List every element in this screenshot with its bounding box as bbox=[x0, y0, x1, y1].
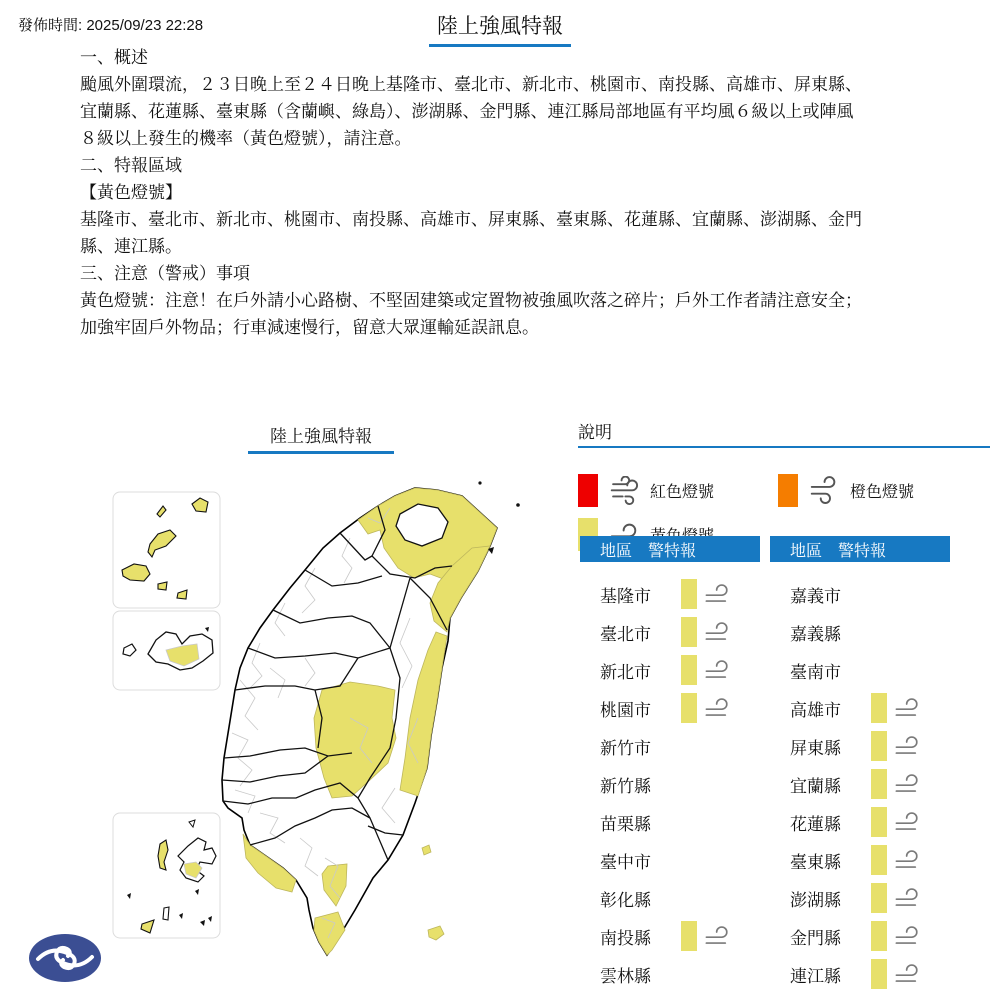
yellow-signal-bar bbox=[871, 883, 887, 913]
table-row bbox=[580, 689, 760, 727]
region-label: 新竹市 bbox=[600, 738, 651, 758]
region-label: 嘉義縣 bbox=[790, 624, 841, 644]
wind-light-icon bbox=[891, 733, 923, 759]
table-row bbox=[770, 917, 950, 955]
table-row bbox=[770, 803, 950, 841]
alert-signal bbox=[681, 693, 733, 723]
alert-signal bbox=[681, 655, 733, 685]
region-label: 屏東縣 bbox=[790, 738, 841, 758]
wind-light-icon bbox=[701, 581, 733, 607]
alert-signal bbox=[871, 883, 923, 913]
region-label: 臺中市 bbox=[600, 852, 651, 872]
publish-time: 發佈時間: 2025/09/23 22:28 bbox=[18, 17, 204, 34]
region-label: 金門縣 bbox=[790, 928, 841, 948]
table-header bbox=[770, 536, 950, 562]
table-row bbox=[770, 841, 950, 879]
legend-label-red: 紅色燈號 bbox=[650, 484, 715, 501]
alert-signal bbox=[871, 959, 923, 989]
wind-light-icon bbox=[701, 923, 733, 949]
alert-signal bbox=[871, 693, 923, 723]
taiwan-map bbox=[100, 418, 570, 1000]
alert-signal bbox=[681, 921, 733, 951]
table-row bbox=[580, 651, 760, 689]
table-row bbox=[580, 803, 760, 841]
yellow-signal-bar bbox=[681, 617, 697, 647]
column-region: 地區 bbox=[790, 542, 823, 560]
section-heading: 三、注意（警戒）事項 bbox=[80, 264, 250, 283]
table-row bbox=[770, 613, 950, 651]
region-label: 臺東縣 bbox=[790, 852, 841, 872]
region-label: 連江縣 bbox=[790, 966, 841, 986]
yellow-signal-bar bbox=[871, 921, 887, 951]
wind-light-icon bbox=[701, 657, 733, 683]
region-label: 雲林縣 bbox=[600, 966, 651, 986]
table-row bbox=[580, 841, 760, 879]
table-row bbox=[770, 727, 950, 765]
text-line: 宜蘭縣、花蓮縣、臺東縣（含蘭嶼、綠島）、澎湖縣、金門縣、連江縣局部地區有平均風６級以上或陣風 bbox=[80, 102, 854, 121]
yellow-signal-bar bbox=[681, 921, 697, 951]
table-row bbox=[580, 879, 760, 917]
wind-light-icon bbox=[701, 619, 733, 645]
table-row bbox=[770, 689, 950, 727]
table-row bbox=[580, 765, 760, 803]
orange-swatch bbox=[778, 474, 798, 507]
section-heading: 一、概述 bbox=[80, 48, 148, 67]
wind-light-icon bbox=[891, 809, 923, 835]
yellow-signal-bar bbox=[681, 693, 697, 723]
table-row bbox=[580, 575, 760, 613]
text-line: 基隆市、臺北市、新北市、桃園市、南投縣、高雄市、屏東縣、臺東縣、花蓮縣、宜蘭縣、澎湖縣、金門 bbox=[80, 210, 862, 229]
column-alert: 警特報 bbox=[838, 542, 887, 560]
red-swatch bbox=[578, 474, 598, 507]
yellow-signal-bar bbox=[681, 579, 697, 609]
alert-signal bbox=[681, 617, 733, 647]
region-label: 基隆市 bbox=[600, 586, 651, 606]
region-label: 澎湖縣 bbox=[790, 890, 841, 910]
map-title: 陸上強風特報 bbox=[248, 422, 394, 454]
text-line: 颱風外圍環流，２３日晚上至２４日晚上基隆市、臺北市、新北市、桃園市、南投縣、高雄市、屏東縣、 bbox=[80, 75, 862, 94]
wind-light-icon bbox=[891, 923, 923, 949]
table-row bbox=[770, 765, 950, 803]
legend-item-orange bbox=[778, 474, 914, 507]
wind-light-icon bbox=[891, 961, 923, 987]
region-label: 高雄市 bbox=[790, 700, 841, 720]
alert-signal bbox=[871, 731, 923, 761]
text-line: 【黃色燈號】 bbox=[80, 183, 182, 202]
legend bbox=[578, 418, 990, 538]
page-title-text: 陸上強風特報 bbox=[429, 10, 571, 47]
wind-light-icon bbox=[701, 695, 733, 721]
yellow-signal-bar bbox=[871, 807, 887, 837]
table-row bbox=[770, 651, 950, 689]
page-title bbox=[0, 10, 1000, 47]
region-label: 嘉義市 bbox=[790, 586, 841, 606]
table-row bbox=[580, 917, 760, 955]
yellow-signal-bar bbox=[871, 693, 887, 723]
text-line: 黃色燈號：注意！在戶外請小心路樹、不堅固建築或定置物被強風吹落之碎片；戶外工作者請注意安全； bbox=[80, 291, 862, 310]
region-label: 新北市 bbox=[600, 662, 651, 682]
alert-signal bbox=[871, 921, 923, 951]
advisory-text bbox=[80, 44, 925, 341]
table-header bbox=[580, 536, 760, 562]
yellow-signal-bar bbox=[871, 769, 887, 799]
text-line: 縣、連江縣。 bbox=[80, 237, 182, 256]
region-label: 臺南市 bbox=[790, 662, 841, 682]
table-row bbox=[770, 575, 950, 613]
alert-signal bbox=[871, 807, 923, 837]
wind-light-icon bbox=[891, 885, 923, 911]
region-label: 臺北市 bbox=[600, 624, 651, 644]
table-row bbox=[580, 613, 760, 651]
alert-signal bbox=[871, 769, 923, 799]
wind-light-icon bbox=[891, 771, 923, 797]
wind-advisory-map bbox=[100, 418, 570, 1000]
alert-signal bbox=[871, 845, 923, 875]
region-label: 桃園市 bbox=[600, 700, 651, 720]
region-label: 南投縣 bbox=[600, 928, 651, 948]
alert-signal bbox=[681, 579, 733, 609]
wind-strong-icon bbox=[606, 476, 642, 506]
yellow-signal-bar bbox=[681, 655, 697, 685]
text-line: 加強牢固戶外物品；行車減速慢行，留意大眾運輸延誤訊息。 bbox=[80, 318, 539, 337]
table-row bbox=[770, 955, 950, 993]
yellow-signal-bar bbox=[871, 845, 887, 875]
table-row bbox=[580, 955, 760, 993]
table-row bbox=[770, 879, 950, 917]
section-heading: 二、特報區域 bbox=[80, 156, 182, 175]
text-line: ８級以上發生的機率（黃色燈號），請注意。 bbox=[80, 129, 412, 148]
region-label: 新竹縣 bbox=[600, 776, 651, 796]
wind-light-icon bbox=[891, 847, 923, 873]
legend-item-red bbox=[578, 474, 714, 507]
legend-label-orange: 橙色燈號 bbox=[850, 484, 915, 501]
weather-bureau-logo bbox=[27, 932, 103, 984]
region-label: 宜蘭縣 bbox=[790, 776, 841, 796]
column-alert: 警特報 bbox=[648, 542, 697, 560]
yellow-signal-bar bbox=[871, 731, 887, 761]
yellow-signal-bar bbox=[871, 959, 887, 989]
region-label: 苗栗縣 bbox=[600, 814, 651, 834]
region-label: 彰化縣 bbox=[600, 890, 651, 910]
region-table-right bbox=[770, 536, 950, 993]
legend-title: 說明 bbox=[578, 423, 612, 442]
wind-light-icon bbox=[891, 695, 923, 721]
column-region: 地區 bbox=[600, 542, 633, 560]
region-label: 花蓮縣 bbox=[790, 814, 841, 834]
region-table-left bbox=[580, 536, 760, 993]
table-row bbox=[580, 727, 760, 765]
wind-medium-icon bbox=[806, 476, 842, 506]
